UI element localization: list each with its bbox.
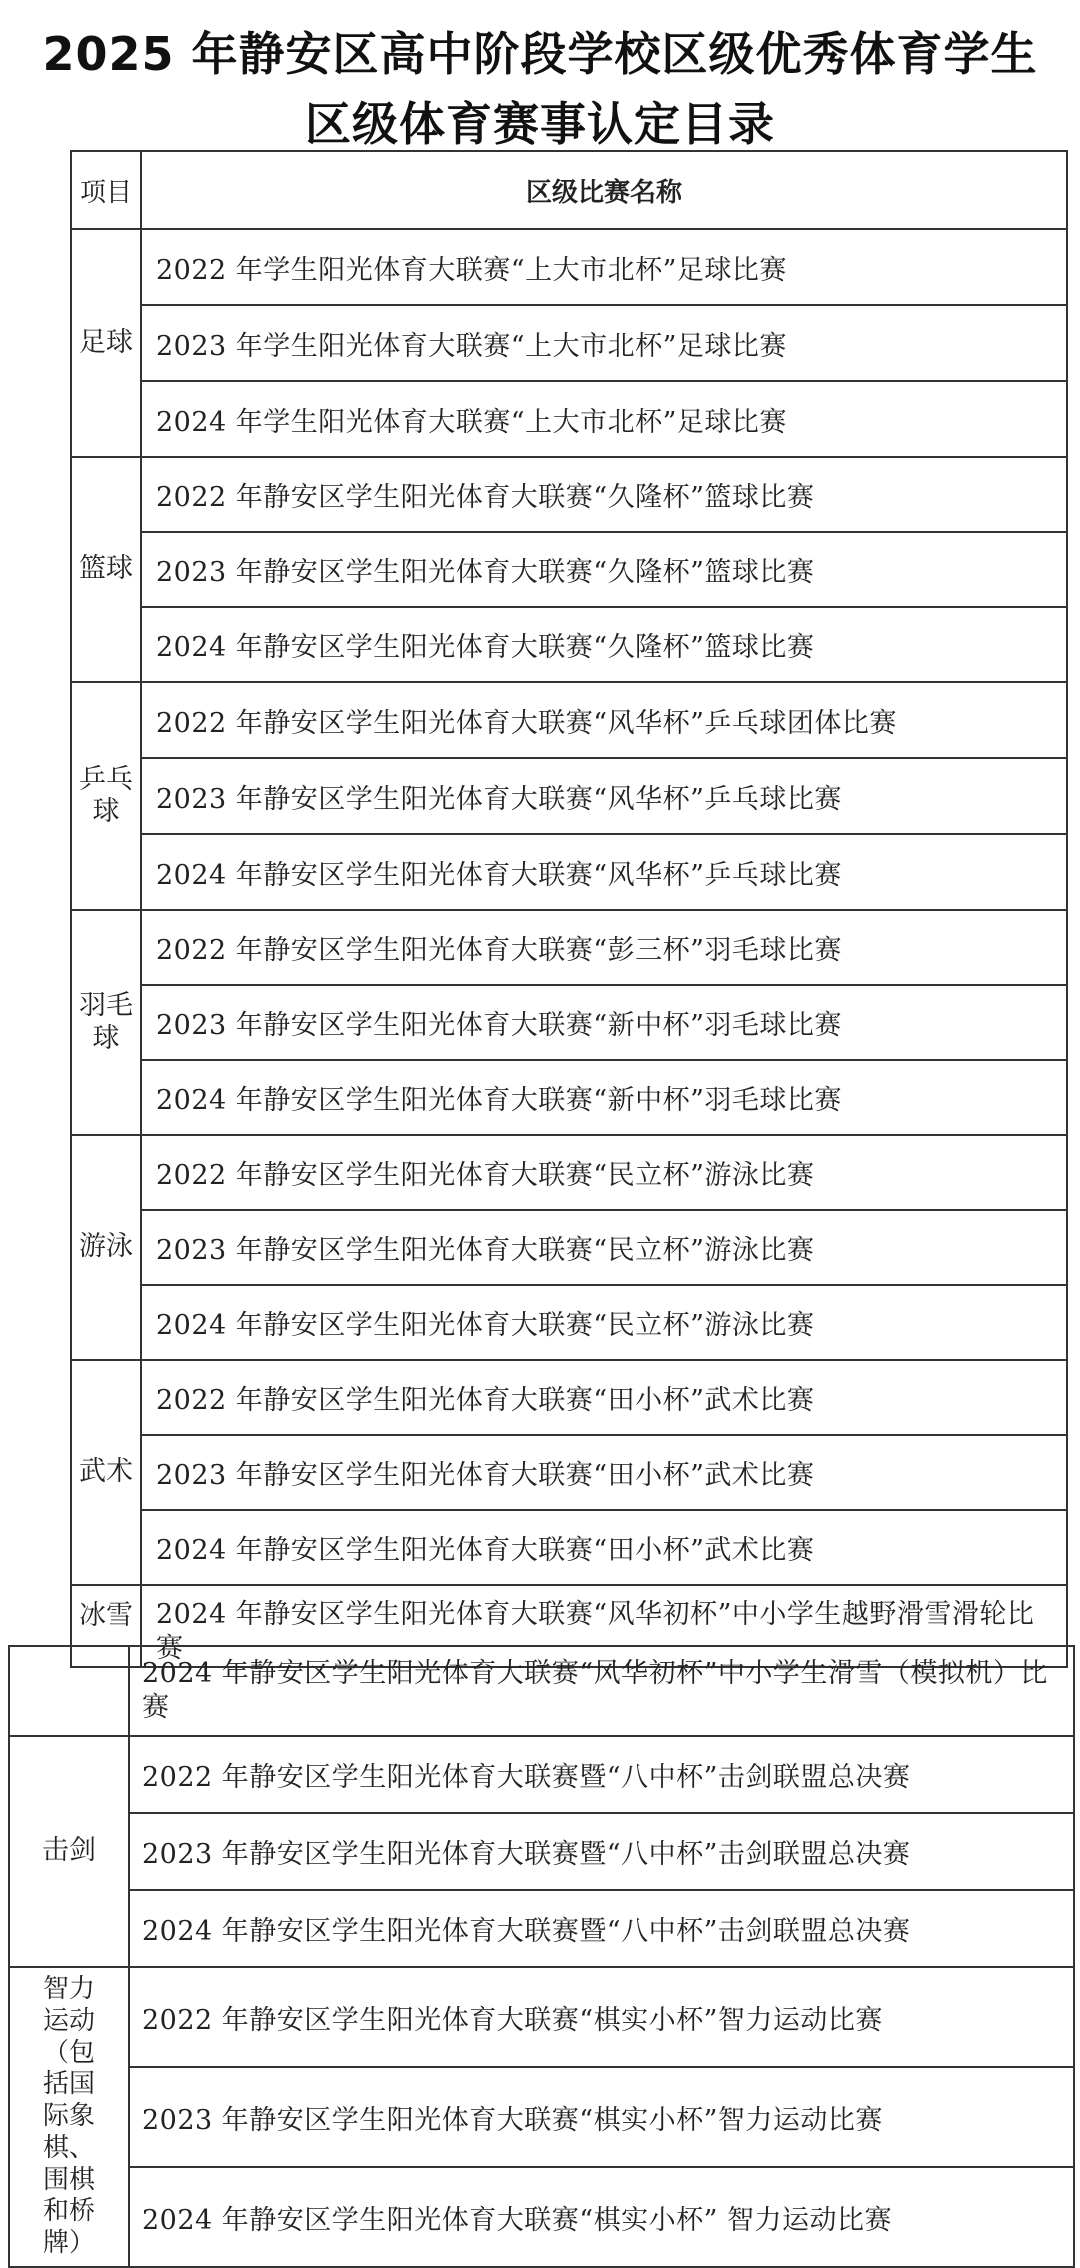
category-badminton: 羽毛球 [71,910,141,1135]
document-title-line-2: 区级体育赛事认定目录 [305,97,775,151]
document-title-line-1: 2025 年静安区高中阶段学校区级优秀体育学生 [42,27,1038,81]
event-cell: 2024 年静安区学生阳光体育大联赛“棋实小杯” 智力运动比赛 [129,2167,1074,2267]
event-cell: 2023 年静安区学生阳光体育大联赛暨“八中杯”击剑联盟总决赛 [129,1813,1074,1890]
table-row [9,1813,1074,1890]
event-table-part-1 [70,150,1068,1668]
event-cell: 2023 年静安区学生阳光体育大联赛“久隆杯”篮球比赛 [141,532,1067,607]
table-row [71,381,1067,457]
category-ice-snow: 冰雪 [71,1585,141,1667]
category-wushu: 武术 [71,1360,141,1585]
table-row [71,1135,1067,1210]
table-row [9,1646,1074,1736]
event-cell: 2024 年静安区学生阳光体育大联赛“风华杯”乒乓球比赛 [141,834,1067,910]
table-row [71,607,1067,682]
event-cell: 2022 年静安区学生阳光体育大联赛“彭三杯”羽毛球比赛 [141,910,1067,985]
event-cell: 2024 年静安区学生阳光体育大联赛“风华初杯”中小学生越野滑雪滑轮比赛 [141,1585,1067,1667]
category-football: 足球 [71,229,141,457]
event-cell: 2023 年学生阳光体育大联赛“上大市北杯”足球比赛 [141,305,1067,381]
table-row [71,229,1067,305]
table-row [71,532,1067,607]
table-row [71,305,1067,381]
table-row [71,1060,1067,1135]
table-row [9,1890,1074,1967]
event-cell: 2022 年静安区学生阳光体育大联赛“民立杯”游泳比赛 [141,1135,1067,1210]
event-cell: 2022 年静安区学生阳光体育大联赛“田小杯”武术比赛 [141,1360,1067,1435]
event-cell: 2024 年静安区学生阳光体育大联赛“田小杯”武术比赛 [141,1510,1067,1585]
table-row [71,1210,1067,1285]
event-cell: 2022 年学生阳光体育大联赛“上大市北杯”足球比赛 [141,229,1067,305]
event-cell: 2024 年静安区学生阳光体育大联赛暨“八中杯”击剑联盟总决赛 [129,1890,1074,1967]
event-cell: 2023 年静安区学生阳光体育大联赛“棋实小杯”智力运动比赛 [129,2067,1074,2167]
category-fencing: 击剑 [9,1736,129,1967]
table-header-row [71,151,1067,229]
table-row [71,910,1067,985]
event-cell: 2024 年静安区学生阳光体育大联赛“民立杯”游泳比赛 [141,1285,1067,1360]
table-row [9,1967,1074,2067]
category-swimming: 游泳 [71,1135,141,1360]
event-cell: 2024 年静安区学生阳光体育大联赛“风华初杯”中小学生滑雪（模拟机）比赛 [129,1646,1074,1736]
event-cell: 2023 年静安区学生阳光体育大联赛“田小杯”武术比赛 [141,1435,1067,1510]
event-cell: 2023 年静安区学生阳光体育大联赛“新中杯”羽毛球比赛 [141,985,1067,1060]
table-row [71,758,1067,834]
category-ice-snow-continued [9,1646,129,1736]
category-basketball: 篮球 [71,457,141,682]
table-row [71,1360,1067,1435]
header-event-name: 区级比赛名称 [141,151,1067,229]
table-row [9,2067,1074,2167]
table-row [9,1736,1074,1813]
event-cell: 2024 年静安区学生阳光体育大联赛“新中杯”羽毛球比赛 [141,1060,1067,1135]
table-row [9,2167,1074,2267]
table-row [71,457,1067,532]
table-row [71,1510,1067,1585]
table-row [71,1285,1067,1360]
header-project: 项目 [71,151,141,229]
table-row [71,1435,1067,1510]
category-table-tennis: 乒乓球 [71,682,141,910]
table-row [71,834,1067,910]
category-mind-sports: 智力运动（包括国际象棋、围棋和桥牌） [9,1967,129,2267]
event-cell: 2024 年静安区学生阳光体育大联赛“久隆杯”篮球比赛 [141,607,1067,682]
table-row [71,985,1067,1060]
event-cell: 2022 年静安区学生阳光体育大联赛“久隆杯”篮球比赛 [141,457,1067,532]
event-cell: 2022 年静安区学生阳光体育大联赛“风华杯”乒乓球团体比赛 [141,682,1067,758]
event-cell: 2023 年静安区学生阳光体育大联赛“民立杯”游泳比赛 [141,1210,1067,1285]
event-cell: 2023 年静安区学生阳光体育大联赛“风华杯”乒乓球比赛 [141,758,1067,834]
event-cell: 2022 年静安区学生阳光体育大联赛暨“八中杯”击剑联盟总决赛 [129,1736,1074,1813]
event-table-part-2 [8,1645,1075,2268]
table-row [71,682,1067,758]
event-cell: 2024 年学生阳光体育大联赛“上大市北杯”足球比赛 [141,381,1067,457]
event-cell: 2022 年静安区学生阳光体育大联赛“棋实小杯”智力运动比赛 [129,1967,1074,2067]
